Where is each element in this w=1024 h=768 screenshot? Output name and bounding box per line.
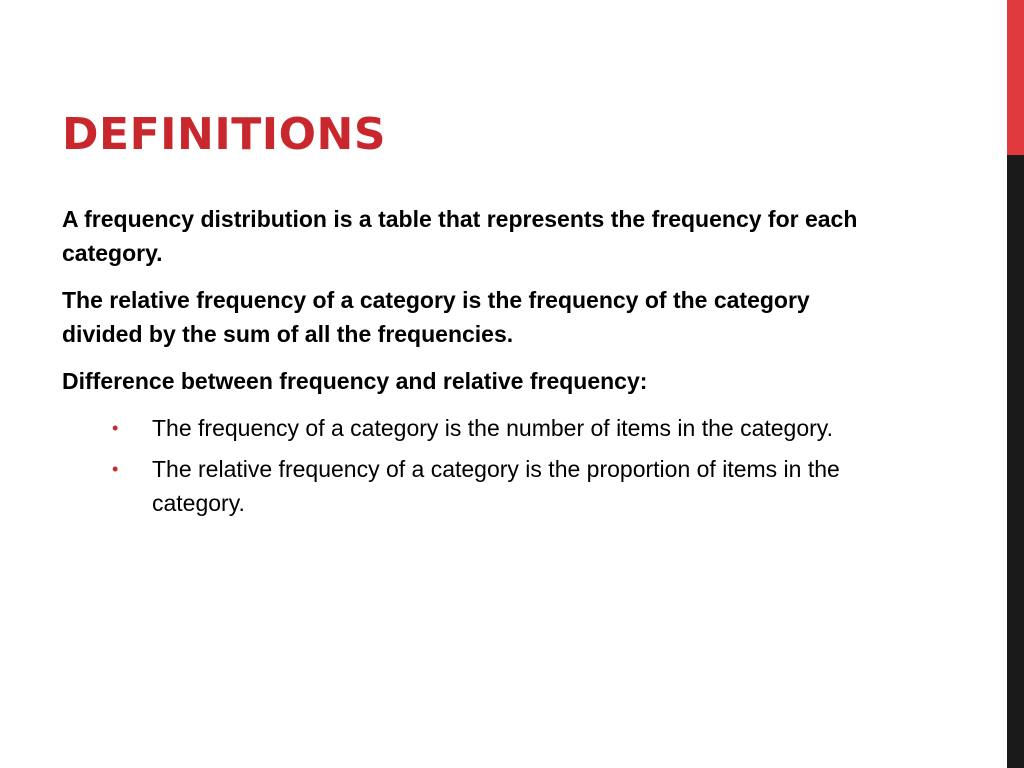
bullet-dot-icon: • (112, 459, 119, 479)
bullet-item-relative-frequency (112, 452, 852, 520)
difference-heading: Difference between frequency and relative frequency: (62, 368, 648, 394)
bullet-text: The frequency of a category is the number of items in the category. (152, 415, 833, 441)
slide-body (62, 202, 892, 527)
bullet-dot-icon: • (112, 418, 119, 438)
definition-frequency-distribution: A frequency distribution is a table that represents the frequency for each category. (62, 206, 858, 266)
slide-title: DEFINITIONS (62, 109, 387, 160)
bullet-item-frequency (112, 411, 852, 445)
accent-bar-red (1007, 0, 1024, 155)
bullet-text: The relative frequency of a category is the proportion of items in the category. (152, 456, 840, 516)
accent-bar-dark (1007, 155, 1024, 768)
definition-relative-frequency: The relative frequency of a category is the frequency of the category divided by the sum of all the frequencies. (62, 287, 810, 347)
bullet-list (62, 411, 892, 520)
